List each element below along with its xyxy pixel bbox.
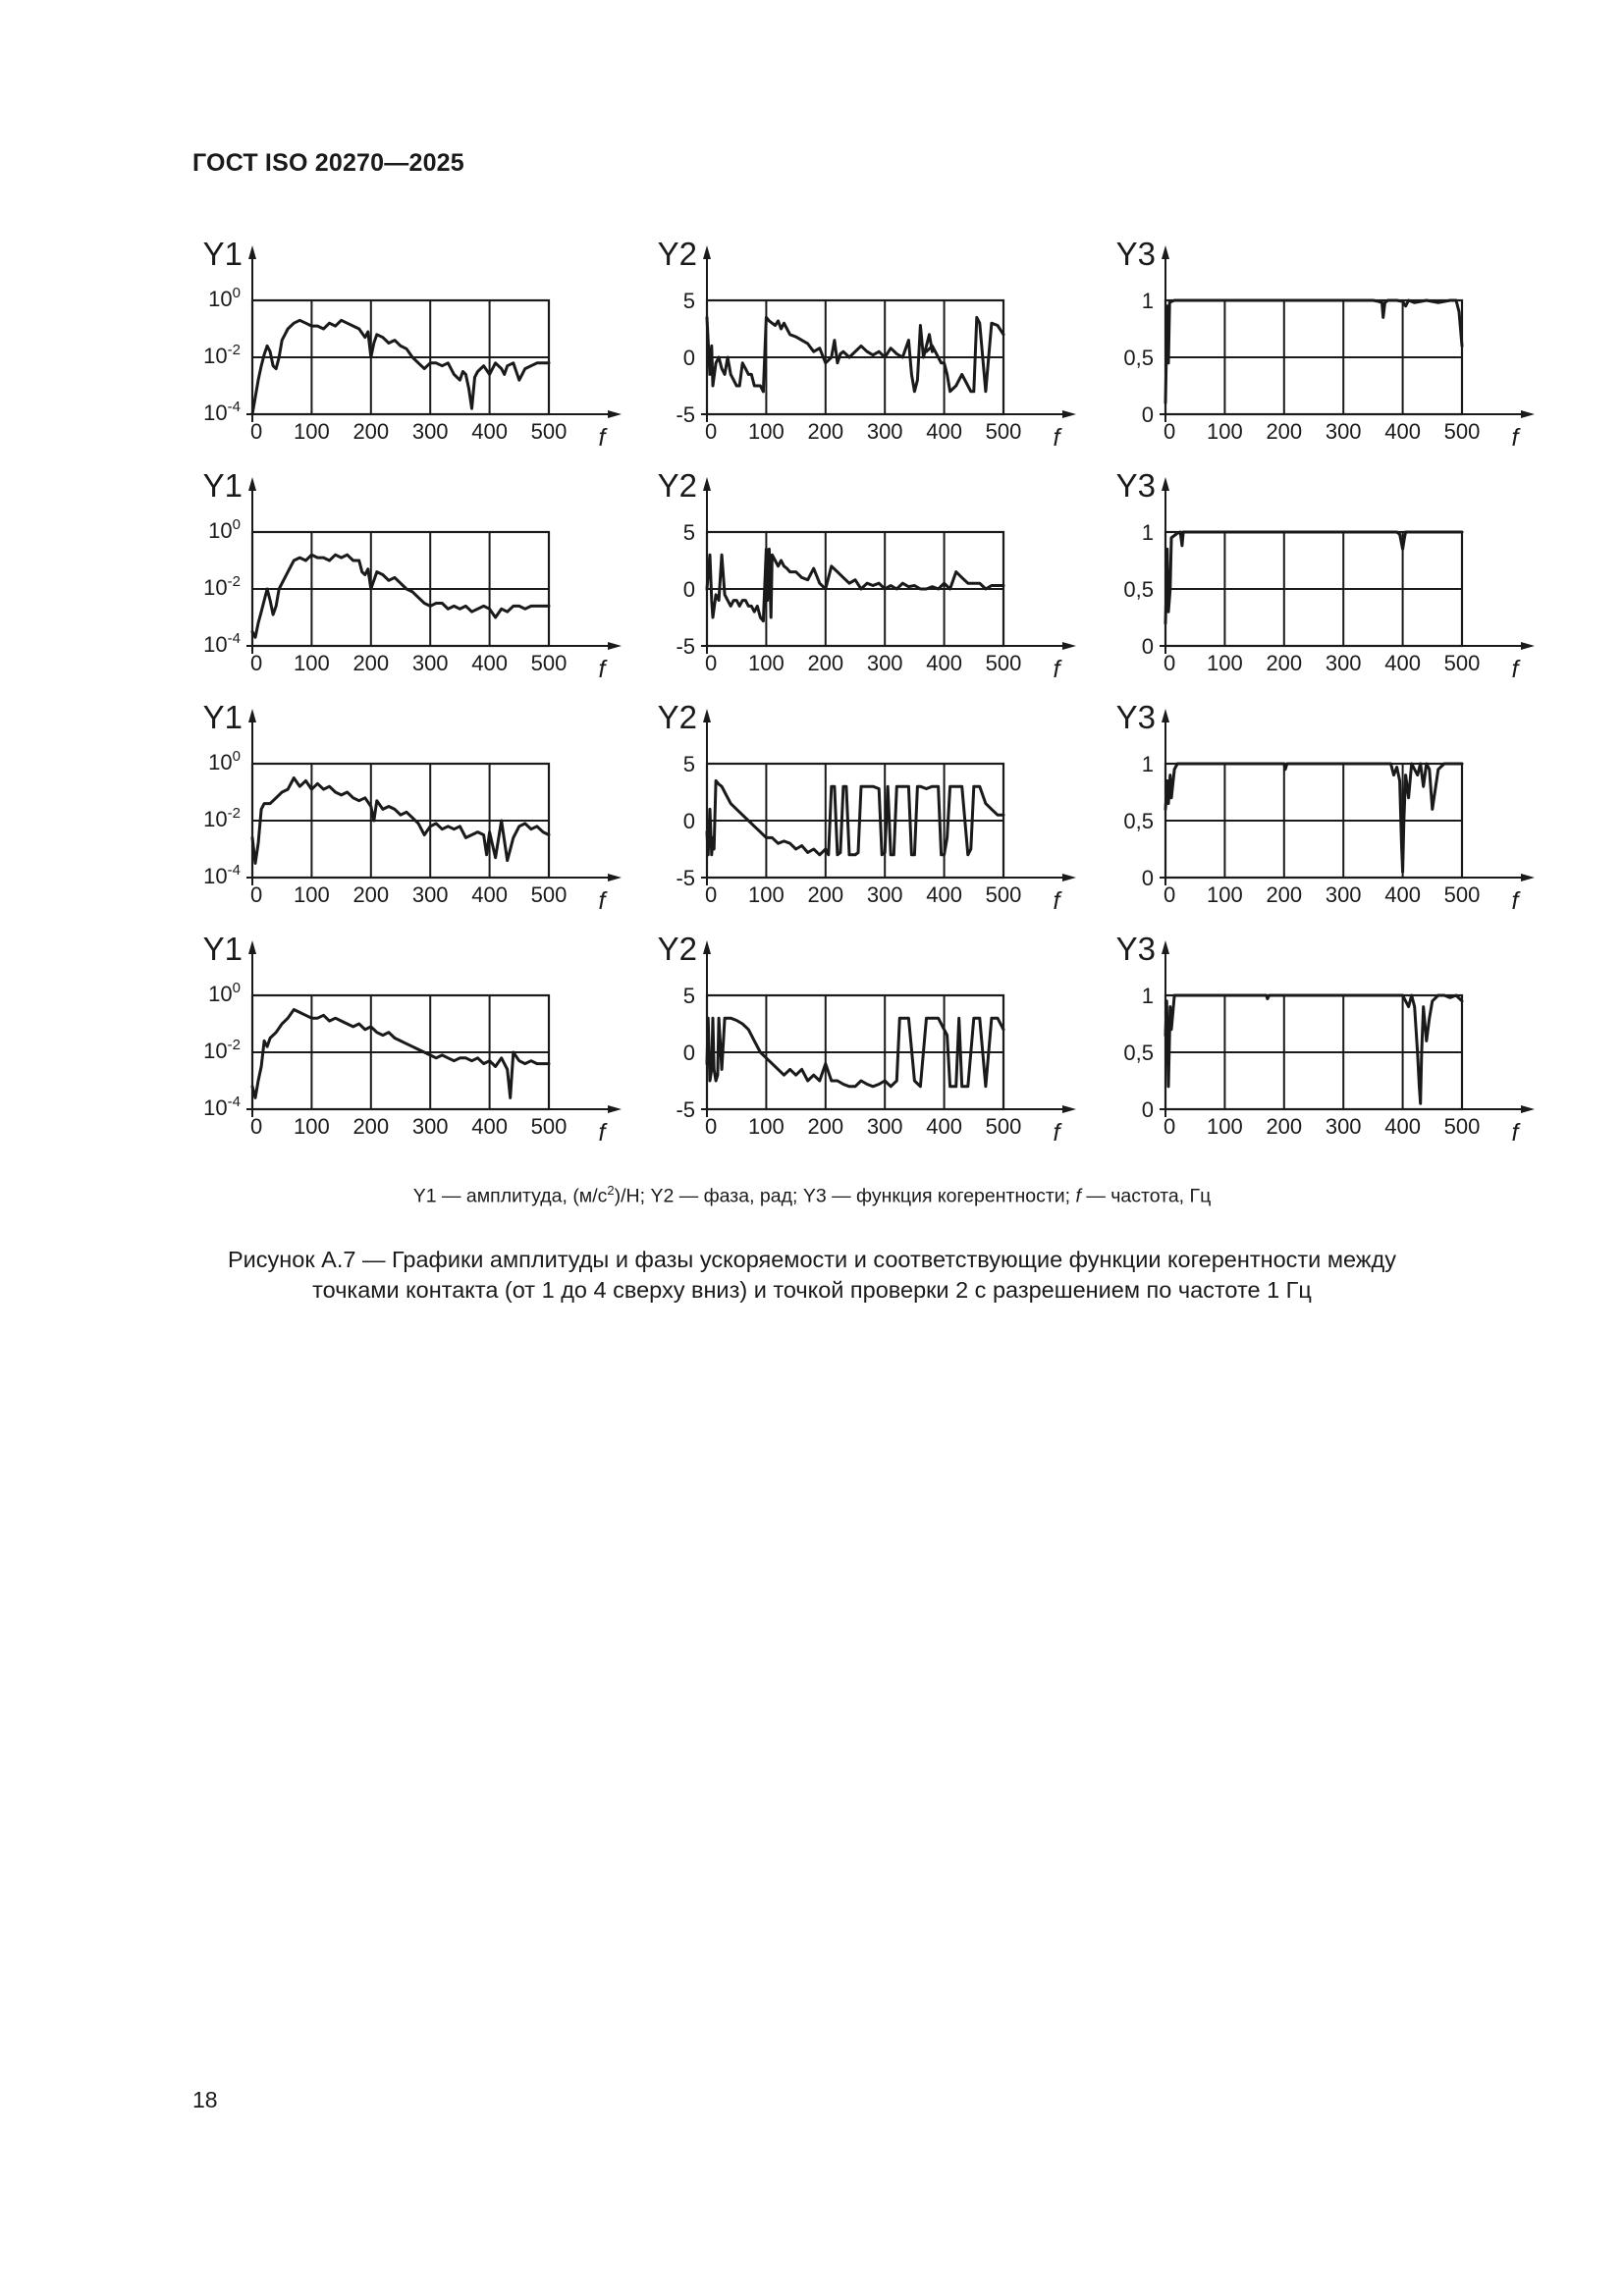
y-tick-label: 0,5 xyxy=(1123,809,1154,833)
x-tick-label: 500 xyxy=(1443,651,1481,675)
x-tick-label: 500 xyxy=(530,419,568,444)
x-axis-label: f xyxy=(598,1119,606,1147)
x-tick-label: 100 xyxy=(294,651,330,675)
y-tick-label: 5 xyxy=(682,984,695,1008)
x-tick-label: 100 xyxy=(1207,1114,1243,1139)
legend-exponent: 2 xyxy=(607,1183,615,1198)
y-tick-label: 0 xyxy=(682,346,695,370)
y-tick-label: 0 xyxy=(682,1041,695,1065)
x-tick-label: 400 xyxy=(471,1114,508,1139)
x-tick-label: 0 xyxy=(705,651,718,675)
x-axis-label: f xyxy=(1053,1119,1060,1147)
x-axis-arrow xyxy=(608,874,622,881)
x-tick-label: 300 xyxy=(411,1114,449,1139)
legend-text-3: — частота, Гц xyxy=(1086,1185,1212,1207)
page-number: 18 xyxy=(192,2087,218,2112)
x-tick-label: 400 xyxy=(926,419,962,444)
y-tick-label: $10^0$ xyxy=(208,516,241,543)
x-tick-label: 500 xyxy=(1443,1114,1481,1139)
x-tick-label: 400 xyxy=(471,882,508,907)
x-tick-label: 500 xyxy=(985,882,1022,907)
chart-r3-y1 xyxy=(203,699,622,915)
x-tick-label: 200 xyxy=(807,651,844,675)
data-series-line xyxy=(707,780,1003,854)
x-tick-label: 200 xyxy=(1266,1114,1303,1139)
data-series-line xyxy=(1165,300,1462,402)
x-tick-label: 400 xyxy=(1384,882,1421,907)
chart-r3-y3 xyxy=(1116,699,1535,915)
y-tick-label: -5 xyxy=(676,866,695,890)
x-tick-label: 0 xyxy=(1164,419,1176,444)
x-tick-label: 400 xyxy=(471,419,508,444)
chart-r1-y1 xyxy=(203,236,622,452)
x-tick-label: 400 xyxy=(926,882,962,907)
x-tick-label: 200 xyxy=(1266,419,1303,444)
y-tick-label: 1 xyxy=(1141,752,1154,776)
x-tick-label: 200 xyxy=(352,651,390,675)
y-tick-label: 1 xyxy=(1141,984,1154,1008)
x-axis-arrow xyxy=(1521,1105,1535,1113)
y-tick-label: 0 xyxy=(682,809,695,833)
x-tick-label: 100 xyxy=(1207,882,1243,907)
x-tick-label: 0 xyxy=(1164,882,1176,907)
chart-r1-y3 xyxy=(1116,236,1535,452)
y-tick-label: $10^{-4}$ xyxy=(203,1094,241,1120)
x-tick-label: 0 xyxy=(1164,651,1176,675)
y-axis-label: Y3 xyxy=(1115,236,1156,272)
y-axis-arrow xyxy=(248,245,256,259)
caption-line-2: точками контакта (от 1 до 4 сверху вниз) и точкой проверки 2 с разрешением по частоте 1 Гц xyxy=(312,1277,1312,1303)
x-tick-label: 500 xyxy=(985,651,1022,675)
x-tick-label: 300 xyxy=(1325,419,1362,444)
x-tick-label: 100 xyxy=(748,651,785,675)
chart-r1-y2 xyxy=(658,236,1076,452)
x-tick-label: 300 xyxy=(866,419,903,444)
x-axis-arrow xyxy=(1062,642,1076,650)
x-axis-arrow xyxy=(1521,642,1535,650)
x-tick-label: 500 xyxy=(985,419,1022,444)
data-series-line xyxy=(1165,764,1462,872)
y-tick-label: $10^{-2}$ xyxy=(203,573,241,600)
x-axis-arrow xyxy=(1521,410,1535,418)
y-axis-label: Y1 xyxy=(202,236,243,272)
x-axis-arrow xyxy=(1521,874,1535,881)
y-tick-label: 0,5 xyxy=(1123,346,1154,370)
y-tick-label: -5 xyxy=(676,1097,695,1122)
x-tick-label: 300 xyxy=(411,419,449,444)
y-tick-label: 0,5 xyxy=(1123,1041,1154,1065)
y-tick-label: 0,5 xyxy=(1123,577,1154,602)
chart-r2-y3 xyxy=(1116,467,1535,683)
y-tick-label: 0 xyxy=(1141,1097,1154,1122)
y-tick-label: $10^0$ xyxy=(208,980,241,1006)
data-series-line xyxy=(707,317,763,391)
y-tick-label: $10^0$ xyxy=(208,748,241,774)
chart-r2-y1 xyxy=(203,467,622,683)
chart-r4-y2 xyxy=(658,931,1076,1147)
y-axis-arrow xyxy=(703,709,711,722)
y-axis-label: Y3 xyxy=(1115,467,1156,504)
y-axis-arrow xyxy=(1162,477,1169,491)
y-axis-label: Y1 xyxy=(202,699,243,735)
x-tick-label: 300 xyxy=(411,651,449,675)
x-axis-arrow xyxy=(1062,874,1076,881)
x-tick-label: 100 xyxy=(748,419,785,444)
figure-caption xyxy=(157,1245,1467,1306)
data-series-line xyxy=(252,1010,549,1098)
y-axis-label: Y3 xyxy=(1115,931,1156,967)
y-axis-label: Y2 xyxy=(657,699,697,735)
x-axis-label: f xyxy=(598,424,606,452)
x-tick-label: 400 xyxy=(1384,419,1421,444)
x-tick-label: 500 xyxy=(985,1114,1022,1139)
x-tick-label: 100 xyxy=(294,1114,330,1139)
y-tick-label: $10^{-4}$ xyxy=(203,399,241,425)
x-tick-label: 100 xyxy=(1207,419,1243,444)
x-tick-label: 400 xyxy=(926,1114,962,1139)
legend-text: Y1 — амплитуда, (м/с xyxy=(412,1185,608,1207)
x-tick-label: 300 xyxy=(1325,1114,1362,1139)
chart-r4-y3 xyxy=(1116,931,1535,1147)
y-axis-label: Y1 xyxy=(202,467,243,504)
x-tick-label: 100 xyxy=(1207,651,1243,675)
y-tick-label: 1 xyxy=(1141,520,1154,545)
x-tick-label: 0 xyxy=(1164,1114,1176,1139)
x-tick-label: 300 xyxy=(866,882,903,907)
data-series-line xyxy=(763,317,932,391)
x-tick-label: 100 xyxy=(748,1114,785,1139)
x-tick-label: 0 xyxy=(250,651,263,675)
x-tick-label: 500 xyxy=(530,1114,568,1139)
x-axis-label: f xyxy=(1511,1119,1519,1147)
x-tick-label: 200 xyxy=(807,1114,844,1139)
y-tick-label: 5 xyxy=(682,520,695,545)
y-axis-arrow xyxy=(248,940,256,954)
x-tick-label: 200 xyxy=(1266,882,1303,907)
document-header: ГОСТ ISO 20270—2025 xyxy=(192,149,464,177)
y-tick-label: $10^{-2}$ xyxy=(203,1037,241,1063)
y-axis-label: Y2 xyxy=(657,467,697,504)
y-tick-label: 0 xyxy=(1141,402,1154,427)
y-tick-label: 0 xyxy=(682,577,695,602)
y-tick-label: -5 xyxy=(676,634,695,659)
x-tick-label: 0 xyxy=(705,419,718,444)
y-axis-arrow xyxy=(703,477,711,491)
x-tick-label: 400 xyxy=(471,651,508,675)
x-axis-arrow xyxy=(608,1105,622,1113)
y-axis-label: Y2 xyxy=(657,931,697,967)
y-tick-label: 5 xyxy=(682,289,695,313)
y-tick-label: -5 xyxy=(676,402,695,427)
y-axis-arrow xyxy=(248,477,256,491)
y-axis-arrow xyxy=(1162,709,1169,722)
x-tick-label: 300 xyxy=(411,882,449,907)
y-axis-label: Y1 xyxy=(202,931,243,967)
chart-r2-y2 xyxy=(658,467,1076,683)
y-tick-label: $10^{-4}$ xyxy=(203,630,241,657)
x-tick-label: 500 xyxy=(530,882,568,907)
x-tick-label: 200 xyxy=(352,1114,390,1139)
y-axis-arrow xyxy=(248,709,256,722)
x-axis-label: f xyxy=(1511,424,1519,452)
data-series-line xyxy=(1165,995,1462,1103)
chart-r3-y2 xyxy=(658,699,1076,915)
legend-text-2: )/Н; Y2 — фаза, рад; Y3 — функция когерентности; xyxy=(614,1185,1071,1207)
x-axis-arrow xyxy=(1062,1105,1076,1113)
x-tick-label: 100 xyxy=(294,419,330,444)
y-tick-label: 0 xyxy=(1141,866,1154,890)
x-tick-label: 0 xyxy=(705,1114,718,1139)
data-series-line xyxy=(1165,532,1462,623)
x-axis-label: f xyxy=(598,887,606,915)
x-axis-arrow xyxy=(608,642,622,650)
y-axis-label: Y2 xyxy=(657,236,697,272)
figure-legend xyxy=(0,1183,1624,1208)
x-axis-label: f xyxy=(1053,424,1060,452)
y-tick-label: $10^0$ xyxy=(208,285,241,311)
x-tick-label: 200 xyxy=(352,419,390,444)
x-axis-arrow xyxy=(1062,410,1076,418)
x-axis-label: f xyxy=(598,656,606,683)
y-tick-label: 5 xyxy=(682,752,695,776)
chart-r4-y1 xyxy=(203,931,622,1147)
x-tick-label: 200 xyxy=(807,882,844,907)
x-axis-arrow xyxy=(608,410,622,418)
x-tick-label: 400 xyxy=(1384,651,1421,675)
y-tick-label: $10^{-4}$ xyxy=(203,862,241,888)
x-tick-label: 500 xyxy=(1443,419,1481,444)
y-tick-label: $10^{-2}$ xyxy=(203,342,241,368)
caption-line-1: Рисунок А.7 — Графики амплитуды и фазы ускоряемости и соответствующие функции когерентности между xyxy=(228,1247,1396,1272)
data-series-line xyxy=(252,320,549,414)
legend-f-symbol: f xyxy=(1075,1185,1081,1207)
x-tick-label: 100 xyxy=(294,882,330,907)
x-tick-label: 500 xyxy=(530,651,568,675)
data-series-line xyxy=(707,555,763,620)
y-axis-arrow xyxy=(1162,245,1169,259)
y-tick-label: $10^{-2}$ xyxy=(203,805,241,831)
data-series-line xyxy=(927,317,1004,391)
x-tick-label: 200 xyxy=(1266,651,1303,675)
y-axis-arrow xyxy=(703,245,711,259)
x-tick-label: 200 xyxy=(352,882,390,907)
x-tick-label: 500 xyxy=(1443,882,1481,907)
x-tick-label: 400 xyxy=(926,651,962,675)
y-tick-label: 1 xyxy=(1141,289,1154,313)
x-tick-label: 300 xyxy=(866,1114,903,1139)
y-axis-arrow xyxy=(1162,940,1169,954)
x-tick-label: 0 xyxy=(705,882,718,907)
data-series-line xyxy=(763,549,1003,620)
x-tick-label: 0 xyxy=(250,419,263,444)
x-tick-label: 100 xyxy=(748,882,785,907)
y-tick-label: 0 xyxy=(1141,634,1154,659)
x-tick-label: 200 xyxy=(807,419,844,444)
x-tick-label: 300 xyxy=(1325,651,1362,675)
x-tick-label: 0 xyxy=(250,1114,263,1139)
data-series-line xyxy=(252,555,549,637)
x-axis-label: f xyxy=(1053,887,1060,915)
y-axis-arrow xyxy=(703,940,711,954)
x-tick-label: 400 xyxy=(1384,1114,1421,1139)
x-axis-label: f xyxy=(1511,887,1519,915)
x-tick-label: 300 xyxy=(1325,882,1362,907)
y-axis-label: Y3 xyxy=(1115,699,1156,735)
x-axis-label: f xyxy=(1511,656,1519,683)
x-axis-label: f xyxy=(1053,656,1060,683)
x-tick-label: 0 xyxy=(250,882,263,907)
x-tick-label: 300 xyxy=(866,651,903,675)
